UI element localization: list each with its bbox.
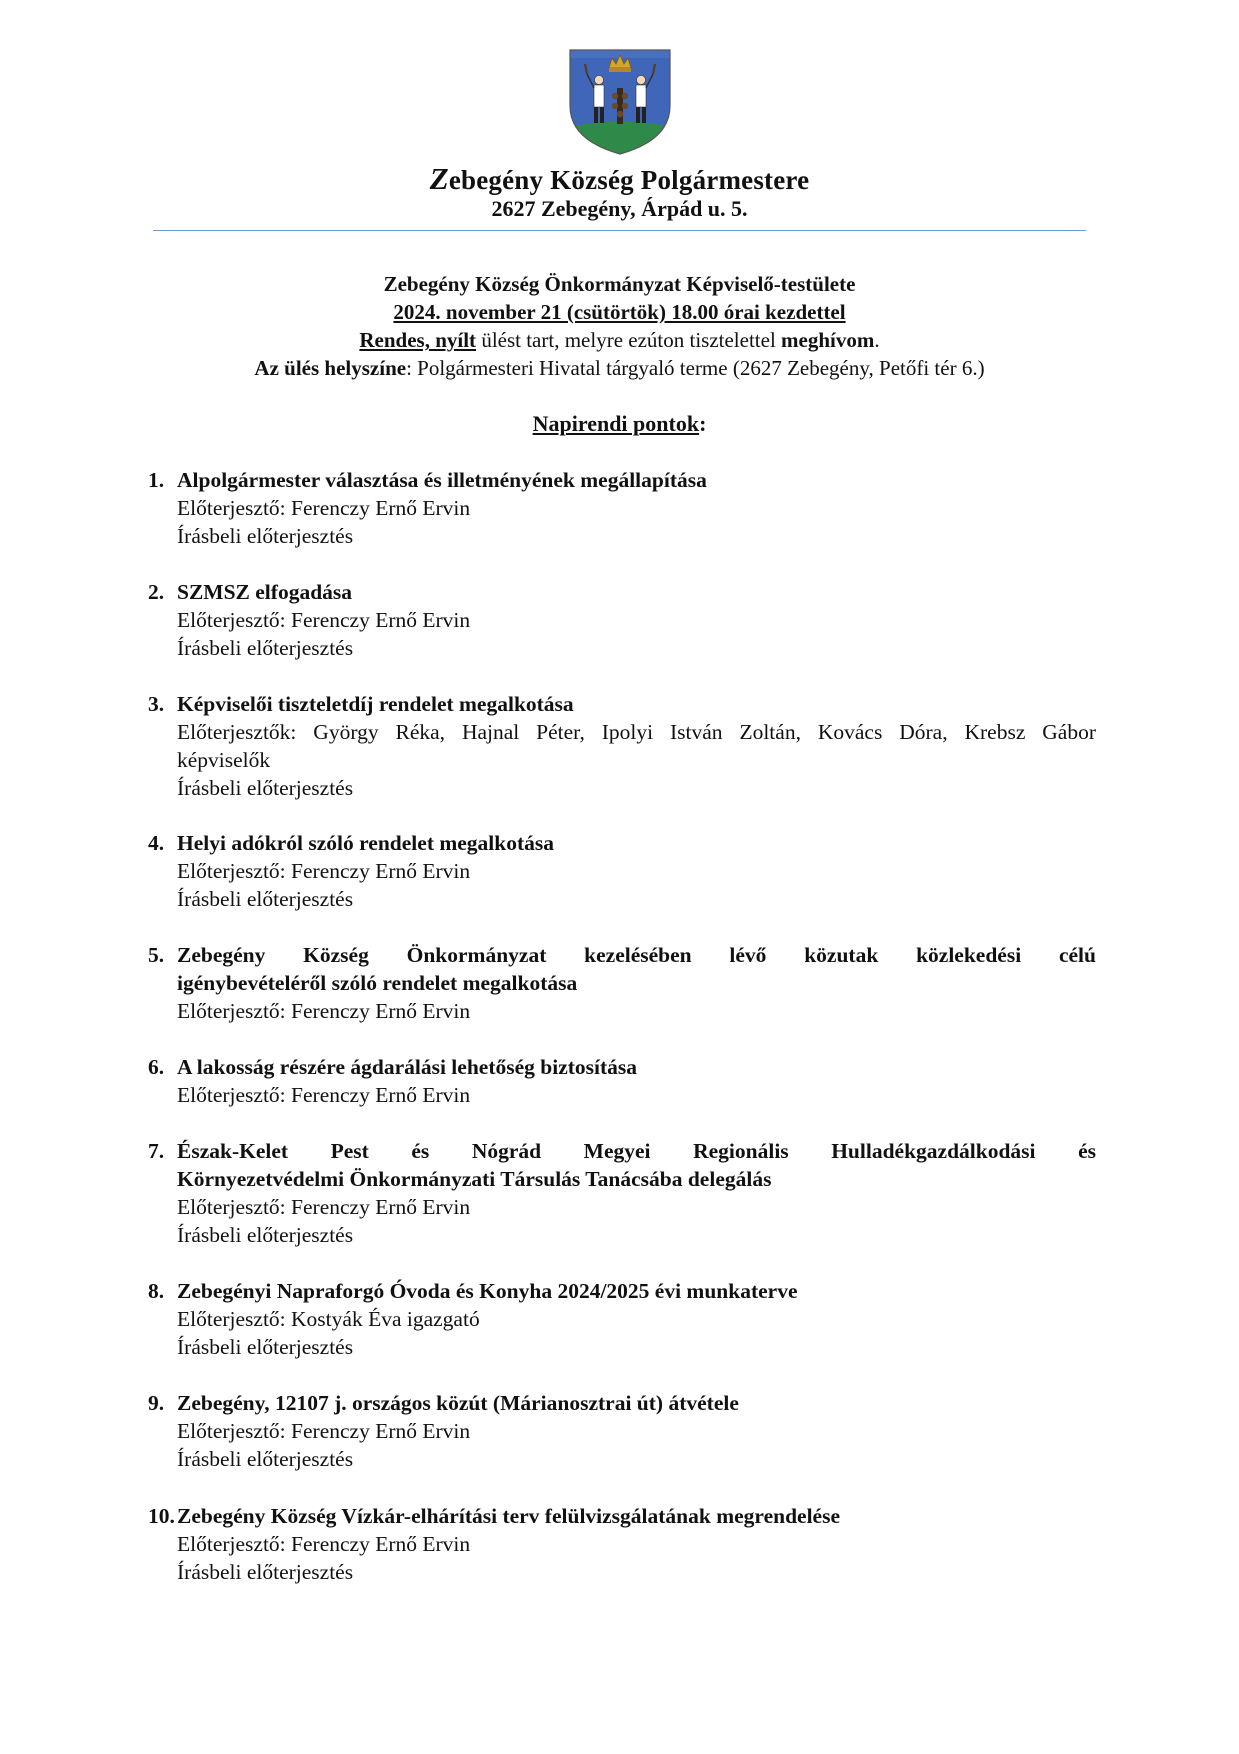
- title-rest: ebegény Község Polgármestere: [448, 165, 810, 195]
- agenda-item: [148, 1137, 1096, 1249]
- issuer-address: 2627 Zebegény, Árpád u. 5.: [491, 196, 748, 221]
- agenda-item-title: Zebegény Község Vízkár-elhárítási terv felülvizsgálatának megrendelése: [177, 1504, 841, 1528]
- agenda-heading-colon: :: [699, 411, 707, 436]
- agenda-item-title-cont: igénybevételéről szóló rendelet megalkotása: [177, 971, 578, 995]
- agenda-item-type: Írásbeli előterjesztés: [177, 1223, 354, 1247]
- agenda-item-title: A lakosság részére ágdarálási lehetőség biztosítása: [177, 1055, 638, 1079]
- agenda-item-presenter: Előterjesztő: Kostyák Éva igazgató: [177, 1307, 480, 1331]
- agenda-item-type: Írásbeli előterjesztés: [177, 1560, 354, 1584]
- agenda-item-type: Írásbeli előterjesztés: [177, 1335, 354, 1359]
- agenda-item-presenter: Előterjesztő: Ferenczy Ernő Ervin: [177, 1083, 471, 1107]
- agenda-item-number: 4.: [148, 831, 165, 855]
- invitation-text: ülést tart, melyre ezúton tisztelettel: [476, 328, 782, 352]
- agenda-item-number: 5.: [148, 943, 165, 967]
- header-divider: [153, 230, 1086, 231]
- title-initial: Z: [429, 161, 449, 196]
- agenda-item-title: Alpolgármester választása és illetményének megállapítása: [177, 468, 707, 492]
- agenda-item-number: 8.: [148, 1279, 165, 1303]
- agenda-item-type: Írásbeli előterjesztés: [177, 1447, 354, 1471]
- agenda-item-number: 6.: [148, 1055, 165, 1079]
- agenda-item-number: 10.: [148, 1504, 175, 1528]
- agenda-item-number: 9.: [148, 1391, 165, 1415]
- agenda-item-type: Írásbeli előterjesztés: [177, 636, 354, 660]
- venue-value: : Polgármesteri Hivatal tárgyaló terme (2627 Zebegény, Petőfi tér 6.): [406, 356, 985, 380]
- invite-verb: meghívom: [781, 328, 875, 352]
- agenda-item-title-cont: Környezetvédelmi Önkormányzati Társulás Tanácsába delegálás: [177, 1167, 772, 1191]
- agenda-item-presenter: Előterjesztők: György Réka, Hajnal Péter, Ipolyi István Zoltán, Kovács Dóra, Krebsz Gábor: [177, 720, 1096, 744]
- agenda-item-presenter: Előterjesztő: Ferenczy Ernő Ervin: [177, 496, 471, 520]
- agenda-item-presenter: Előterjesztő: Ferenczy Ernő Ervin: [177, 999, 471, 1023]
- agenda-item-number: 2.: [148, 580, 165, 604]
- issuer-title: [0, 161, 1239, 197]
- agenda-item-presenter: Előterjesztő: Ferenczy Ernő Ervin: [177, 608, 471, 632]
- agenda-item-presenter: Előterjesztő: Ferenczy Ernő Ervin: [177, 859, 471, 883]
- agenda-item-number: 3.: [148, 692, 165, 716]
- agenda-item-title: Helyi adókról szóló rendelet megalkotása: [177, 831, 555, 855]
- invitation-body-line: Zebegény Község Önkormányzat Képviselő-testülete: [383, 272, 856, 296]
- agenda-item-number: 7.: [148, 1139, 165, 1163]
- agenda-item: [148, 690, 1096, 802]
- agenda-item-type: Írásbeli előterjesztés: [177, 524, 354, 548]
- agenda-item: [148, 466, 1096, 550]
- meeting-date: 2024. november 21 (csütörtök) 18.00 órai kezdettel: [393, 300, 846, 324]
- agenda-item: [148, 1389, 1096, 1473]
- meeting-type-line: [0, 326, 1239, 354]
- coat-of-arms-icon: [567, 44, 673, 156]
- agenda-item: [148, 1277, 1096, 1361]
- agenda-item-title: Zebegény Község Önkormányzat kezelésében lévő közutak közlekedési célú: [177, 943, 1096, 967]
- agenda-item: [148, 1053, 1096, 1109]
- agenda-item-title: Zebegény, 12107 j. országos közút (Márianosztrai út) átvétele: [177, 1391, 739, 1415]
- agenda-item: [148, 1502, 1096, 1586]
- meeting-type: Rendes, nyílt: [359, 328, 477, 352]
- agenda-item-presenter: Előterjesztő: Ferenczy Ernő Ervin: [177, 1195, 471, 1219]
- agenda-item-presenter-cont: képviselők: [177, 748, 271, 772]
- agenda-item-presenter: Előterjesztő: Ferenczy Ernő Ervin: [177, 1419, 471, 1443]
- agenda-item-title: SZMSZ elfogadása: [177, 580, 353, 604]
- agenda-item: [148, 829, 1096, 913]
- agenda-item: [148, 941, 1096, 1025]
- agenda-item-title: Zebegényi Napraforgó Óvoda és Konyha 2024/2025 évi munkaterve: [177, 1279, 798, 1303]
- agenda-item-type: Írásbeli előterjesztés: [177, 776, 354, 800]
- agenda-heading-text: Napirendi pontok: [532, 411, 700, 436]
- agenda-item-title: Észak-Kelet Pest és Nógrád Megyei Regionális Hulladékgazdálkodási és: [177, 1139, 1096, 1163]
- agenda-item-title: Képviselői tiszteletdíj rendelet megalkotása: [177, 692, 574, 716]
- agenda-item: [148, 578, 1096, 662]
- agenda-heading: [0, 411, 1239, 437]
- invitation-period: .: [874, 328, 880, 352]
- agenda-item-presenter: Előterjesztő: Ferenczy Ernő Ervin: [177, 1532, 471, 1556]
- agenda-item-number: 1.: [148, 468, 165, 492]
- meeting-venue-line: [0, 354, 1239, 382]
- agenda-item-type: Írásbeli előterjesztés: [177, 887, 354, 911]
- venue-label: Az ülés helyszíne: [254, 356, 407, 380]
